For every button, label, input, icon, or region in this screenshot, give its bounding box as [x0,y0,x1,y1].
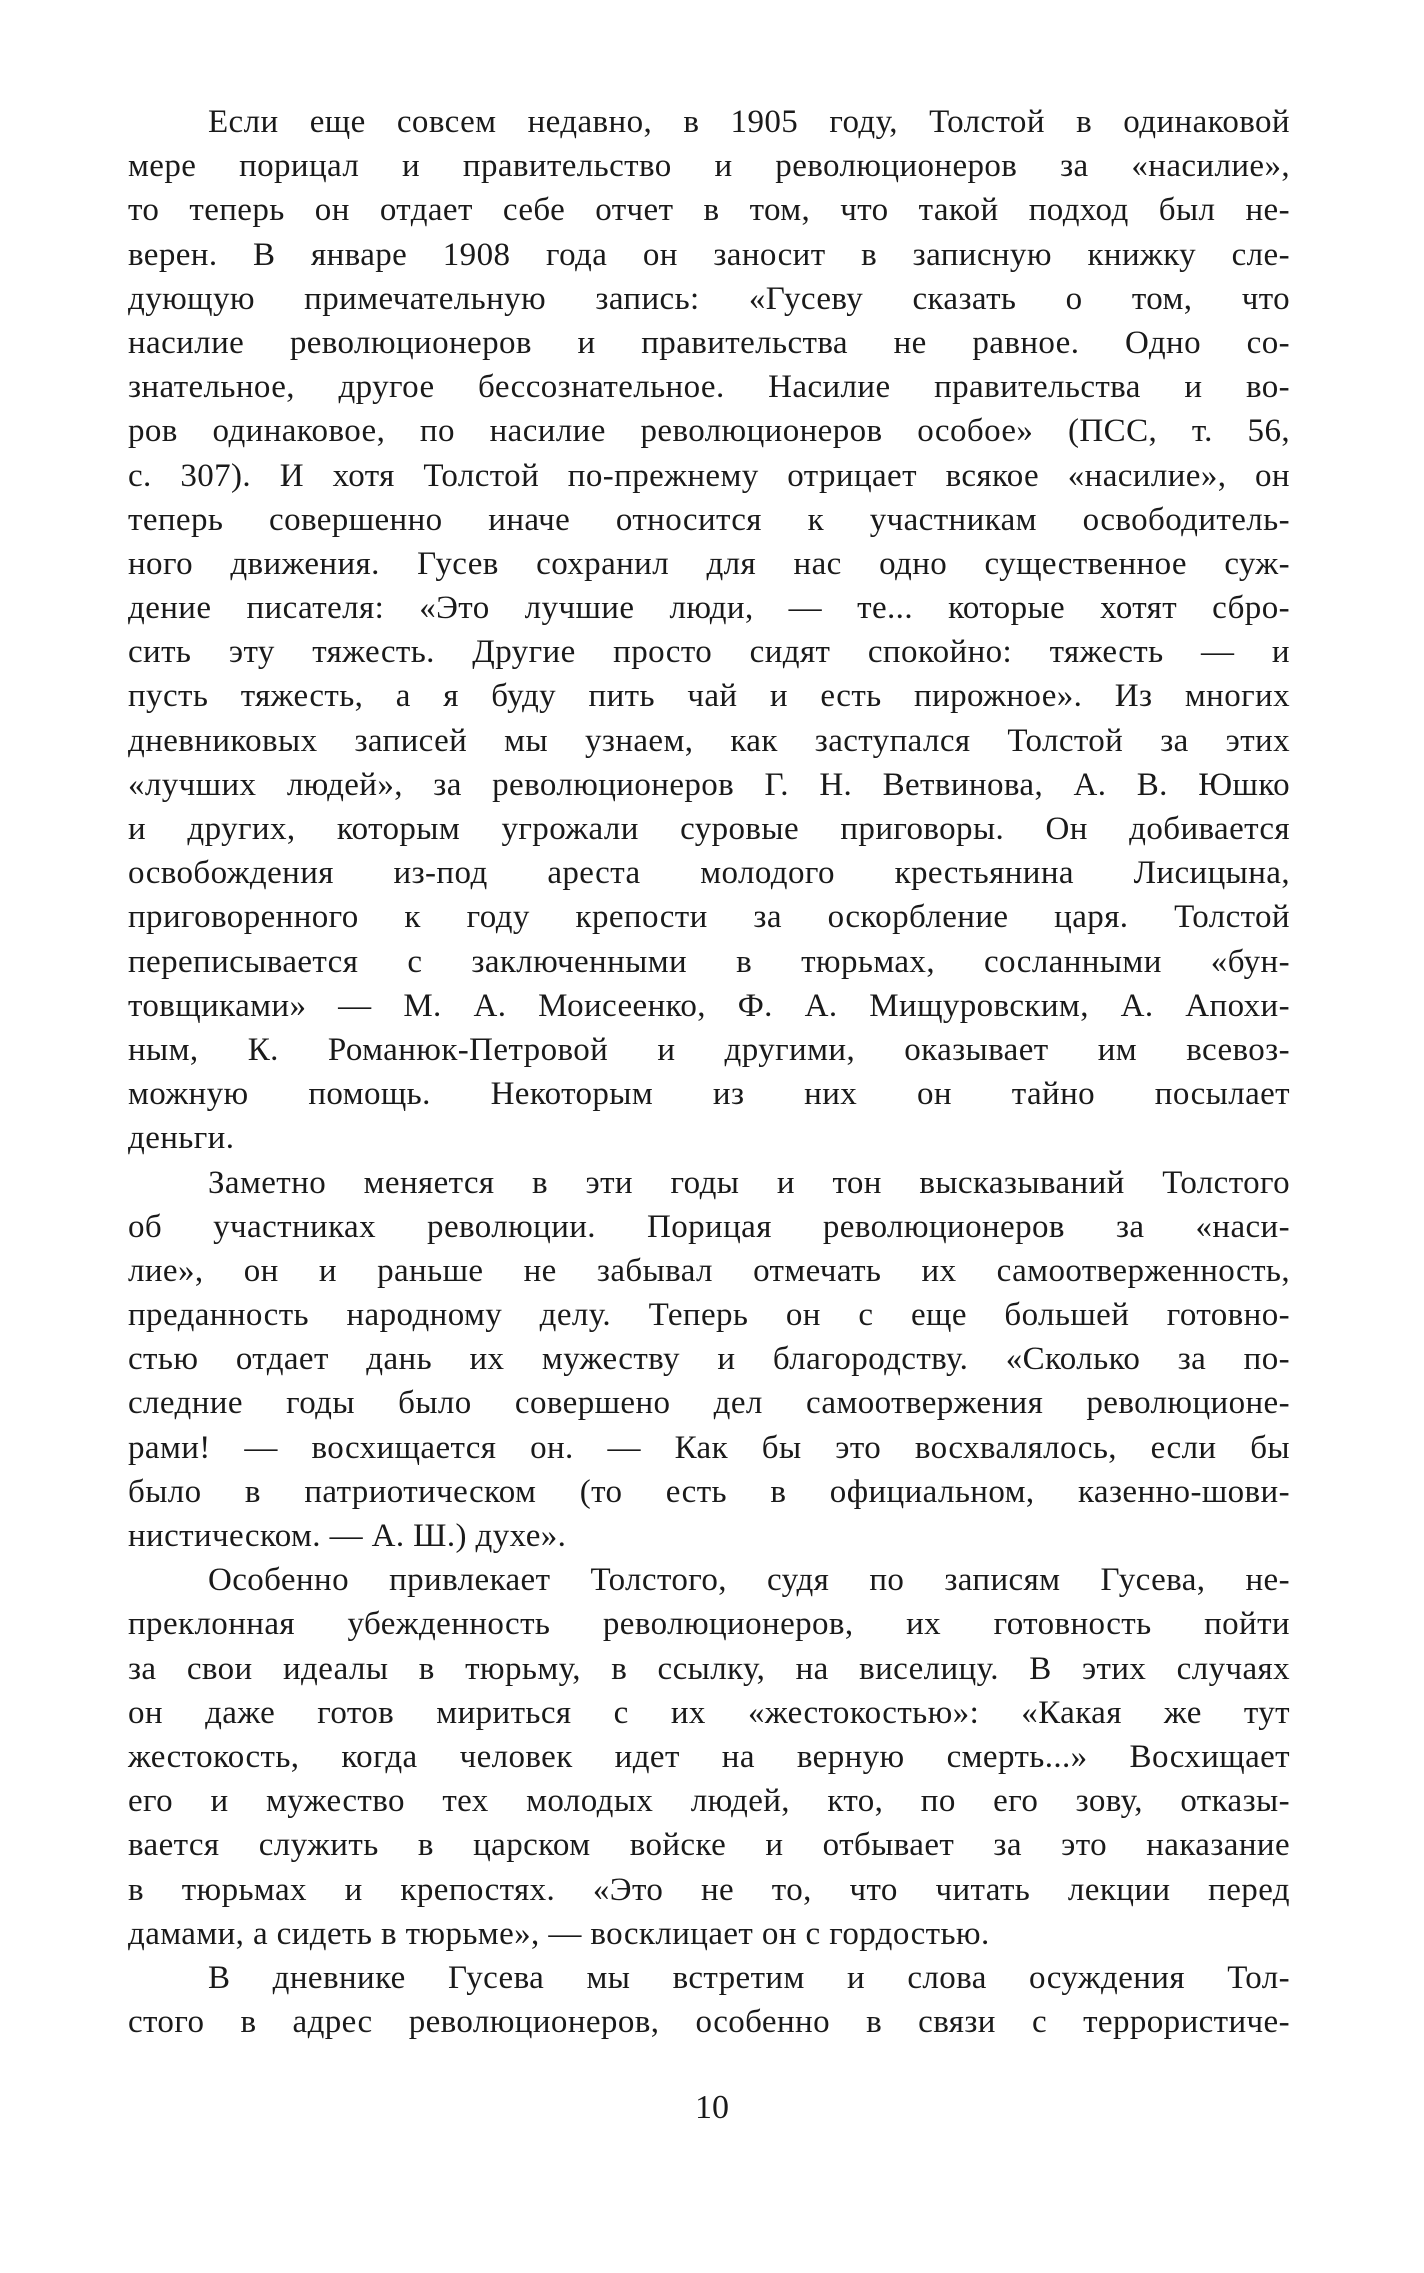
text-line: дневниковых записей мы узнаем, как заступался Толстой за этих [128,722,1290,759]
text-line: стью отдает дань их мужеству и благородству. «Сколько за по- [128,1341,1290,1378]
text-line: нистическом. — А. Ш.) духе». [128,1518,567,1554]
text-line: за свои идеалы в тюрьму, в ссылку, на виселицу. В этих случаях [128,1650,1290,1687]
text-line: дующую примечательную запись: «Гусеву сказать о том, что [128,280,1290,317]
text-line: то теперь он отдает себе отчет в том, что такой подход был не- [128,192,1290,229]
text-line: было в патриотическом (то есть в официальном, казенно-шови- [128,1473,1290,1510]
text-line: верен. В январе 1908 года он заносит в записную книжку сле- [128,236,1290,273]
text-line: стого в адрес революционеров, особенно в связи с террористиче- [128,2004,1290,2041]
text-line: вается служить в царском войске и отбывает за это наказание [128,1827,1290,1864]
text-line: ров одинаковое, по насилие революционеров особое» (ПСС, т. 56, [128,413,1290,450]
text-line: преданность народному делу. Теперь он с еще большей готовно- [128,1297,1290,1334]
text-line: об участниках революции. Порицая революционеров за «наси- [128,1208,1290,1245]
text-line: деньги. [128,1120,235,1157]
page-number: 10 [695,2089,729,2126]
text-line: с. 307). И хотя Толстой по-прежнему отрицает всякое «насилие», он [128,457,1290,494]
text-line: приговоренного к году крепости за оскорбление царя. Толстой [128,899,1290,936]
text-line: переписывается с заключенными в тюрьмах, сосланными «бун- [128,943,1290,980]
text-line: Заметно меняется в эти годы и тон высказываний Толстого [208,1164,1290,1201]
text-line: жестокость, когда человек идет на верную смерть...» Восхищает [128,1738,1290,1775]
body-text [128,100,1290,2044]
text-line: мере порицал и правительство и революционеров за «насилие», [128,148,1290,185]
text-line: товщиками» — М. А. Моисеенко, Ф. А. Мищуровским, А. Апохи- [128,987,1290,1024]
text-line: насилие революционеров и правительства не равное. Одно со- [128,324,1290,361]
text-line: в тюрьмах и крепостях. «Это не то, что читать лекции перед [128,1871,1290,1908]
text-line: следние годы было совершено дел самоотвержения революционе- [128,1385,1290,1422]
text-line: ным, К. Романюк-Петровой и другими, оказывает им всевоз- [128,1031,1290,1068]
text-line: В дневнике Гусева мы встретим и слова осуждения Тол- [208,1959,1290,1996]
text-line: его и мужество тех молодых людей, кто, по его зову, отказы- [128,1783,1290,1820]
text-line: пусть тяжесть, а я буду пить чай и есть пирожное». Из многих [128,678,1290,715]
text-line: Если еще совсем недавно, в 1905 году, Толстой в одинаковой [208,104,1290,140]
text-line: дение писателя: «Это лучшие люди, — те... которые хотят сбро- [128,590,1290,627]
text-line: можную помощь. Некоторым из них он тайно посылает [128,1076,1290,1113]
text-line: рами! — восхищается он. — Как бы это восхвалялось, если бы [128,1429,1290,1466]
text-line: знательное, другое бессознательное. Насилие правительства и во- [128,369,1290,406]
text-line: сить эту тяжесть. Другие просто сидят спокойно: тяжесть — и [128,634,1290,671]
text-line: он даже готов мириться с их «жестокостью»: «Какая же тут [128,1694,1290,1731]
text-line: и других, которым угрожали суровые приговоры. Он добивается [128,811,1290,847]
text-line: «лучших людей», за революционеров Г. Н. Ветвинова, А. В. Юшко [128,766,1290,803]
text-line: Особенно привлекает Толстого, судя по записям Гусева, не- [208,1562,1290,1599]
text-line: дамами, а сидеть в тюрьме», — восклицает он с гордостью. [128,1915,990,1952]
text-line: преклонная убежденность революционеров, их готовность пойти [128,1606,1290,1643]
text-line: лие», он и раньше не забывал отмечать их самоотверженность, [128,1252,1290,1289]
text-line: освобождения из-под ареста молодого крестьянина Лисицына, [128,855,1290,892]
text-line: теперь совершенно иначе относится к участникам освободитель- [128,501,1290,538]
text-line: ного движения. Гусев сохранил для нас одно существенное суж- [128,545,1290,582]
